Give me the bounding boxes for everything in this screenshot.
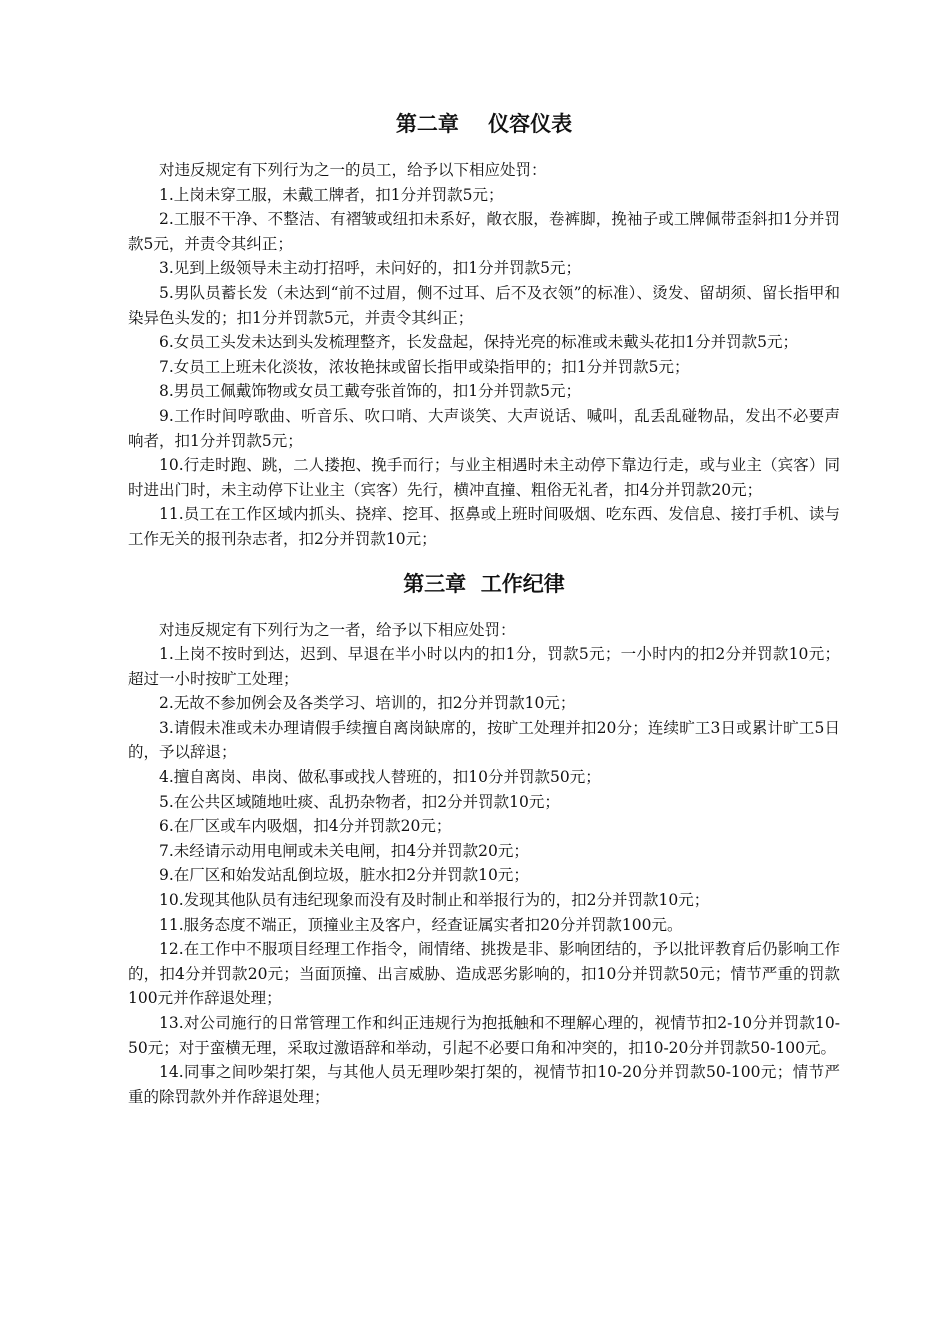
chapter-2-paragraph: 7.女员工上班未化淡妆，浓妆艳抹或留长指甲或染指甲的；扣1分并罚款5元； [159, 357, 690, 376]
chapter-2-paragraph: 3.见到上级领导未主动打招呼，未问好的，扣1分并罚款5元； [159, 259, 582, 278]
chapter-3-paragraph: 13.对公司施行的日常管理工作和纠正违规行为抱抵触和不理解心理的，视情节扣2-10分并罚款10-50元；对于蛮横无理，采取过激语辞和举动，引起不必要口角和冲突的，扣10-20分并罚款50-100元。 [128, 1014, 840, 1057]
chapter-2-paragraph: 5.男队员蓄长发（未达到“前不过眉，侧不过耳、后不及衣领”的标准）、烫发、留胡须、留长指甲和染异色头发的；扣1分并罚款5元，并责令其纠正； [128, 283, 840, 327]
chapter-3-paragraph: 1.上岗不按时到达，迟到、早退在半小时以内的扣1分，罚款5元；一小时内的扣2分并罚款10元；超过一小时按旷工处理； [128, 645, 840, 688]
chapter-3-paragraph: 4.擅自离岗、串岗、做私事或找人替班的，扣10分并罚款50元； [159, 768, 601, 787]
chapter-2-title: 第二章 仪容仪表 [395, 112, 573, 136]
chapter-3-title: 第三章 工作纪律 [403, 571, 565, 596]
chapter-2-paragraph: 1.上岗未穿工服，未戴工牌者，扣1分并罚款5元； [159, 185, 504, 204]
chapter-2-paragraph: 10.行走时跑、跳，二人搂抱、挽手而行；与业主相遇时未主动停下靠边行走，或与业主（宾客）同时进出门时，未主动停下让业主（宾客）先行，横冲直撞、粗俗无礼者，扣4分并罚款20元； [128, 456, 840, 499]
chapter-3-body [128, 618, 840, 1110]
chapter-3-paragraph: 14.同事之间吵架打架，与其他人员无理吵架打架的，视情节扣10-20分并罚款50-100元；情节严重的除罚款外并作辞退处理； [128, 1063, 840, 1106]
chapter-2-body [128, 158, 840, 552]
chapter-3-paragraph: 9.在厂区和始发站乱倒垃圾，脏水扣2分并罚款10元； [159, 866, 529, 885]
chapter-3-paragraph: 11.服务态度不端正，顶撞业主及客户，经查证属实者扣20分并罚款100元。 [159, 915, 683, 934]
chapter-2-paragraph: 11.员工在工作区域内抓头、挠痒、挖耳、抠鼻或上班时间吸烟、吃东西、发信息、接打手机、读与工作无关的报刊杂志者，扣2分并罚款10元； [128, 505, 840, 548]
chapter-2-paragraph: 2.工服不干净、不整洁、有褶皱或纽扣未系好，敞衣服，卷裤脚，挽袖子或工牌佩带歪斜扣1分并罚款5元，并责令其纠正； [128, 210, 840, 253]
chapter-3-paragraph: 3.请假未准或未办理请假手续擅自离岗缺席的，按旷工处理并扣20分；连续旷工3日或累计旷工5日的，予以辞退； [128, 718, 840, 762]
chapter-3-paragraph: 5.在公共区域随地吐痰、乱扔杂物者，扣2分并罚款10元； [159, 792, 560, 811]
chapter-2-paragraph: 6.女员工头发未达到头发梳理整齐，长发盘起，保持光亮的标准或未戴头花扣1分并罚款5元； [159, 333, 799, 352]
chapter-3-paragraph: 12.在工作中不服项目经理工作指令，闹情绪、挑拨是非、影响团结的，予以批评教育后仍影响工作的，扣4分并罚款20元；当面顶撞、出言威胁、造成恶劣影响的，扣10分并罚款50元；情节严重的罚款100元并作辞退处理； [128, 940, 840, 1008]
chapter-3-paragraph: 2.无故不参加例会及各类学习、培训的，扣2分并罚款10元； [159, 694, 576, 713]
chapter-3-paragraph: 10.发现其他队员有违纪现象而没有及时制止和举报行为的，扣2分并罚款10元； [159, 891, 710, 910]
chapter-3-paragraph: 6.在厂区或车内吸烟，扣4分并罚款20元； [159, 817, 452, 836]
chapter-2-paragraph: 对违反规定有下列行为之一的员工，给予以下相应处罚： [159, 161, 547, 179]
chapter-3-paragraph: 对违反规定有下列行为之一者，给予以下相应处罚： [159, 620, 516, 639]
chapter-2-paragraph: 8.男员工佩戴饰物或女员工戴夸张首饰的，扣1分并罚款5元； [159, 382, 582, 401]
document-page [128, 108, 840, 1109]
chapter-3-paragraph: 7.未经请示动用电闸或未关电闸，扣4分并罚款20元； [159, 841, 529, 860]
chapter-2-paragraph: 9.工作时间哼歌曲、听音乐、吹口哨、大声谈笑、大声说话、喊叫，乱丢乱碰物品，发出不必要声响者，扣1分并罚款5元； [128, 406, 840, 450]
